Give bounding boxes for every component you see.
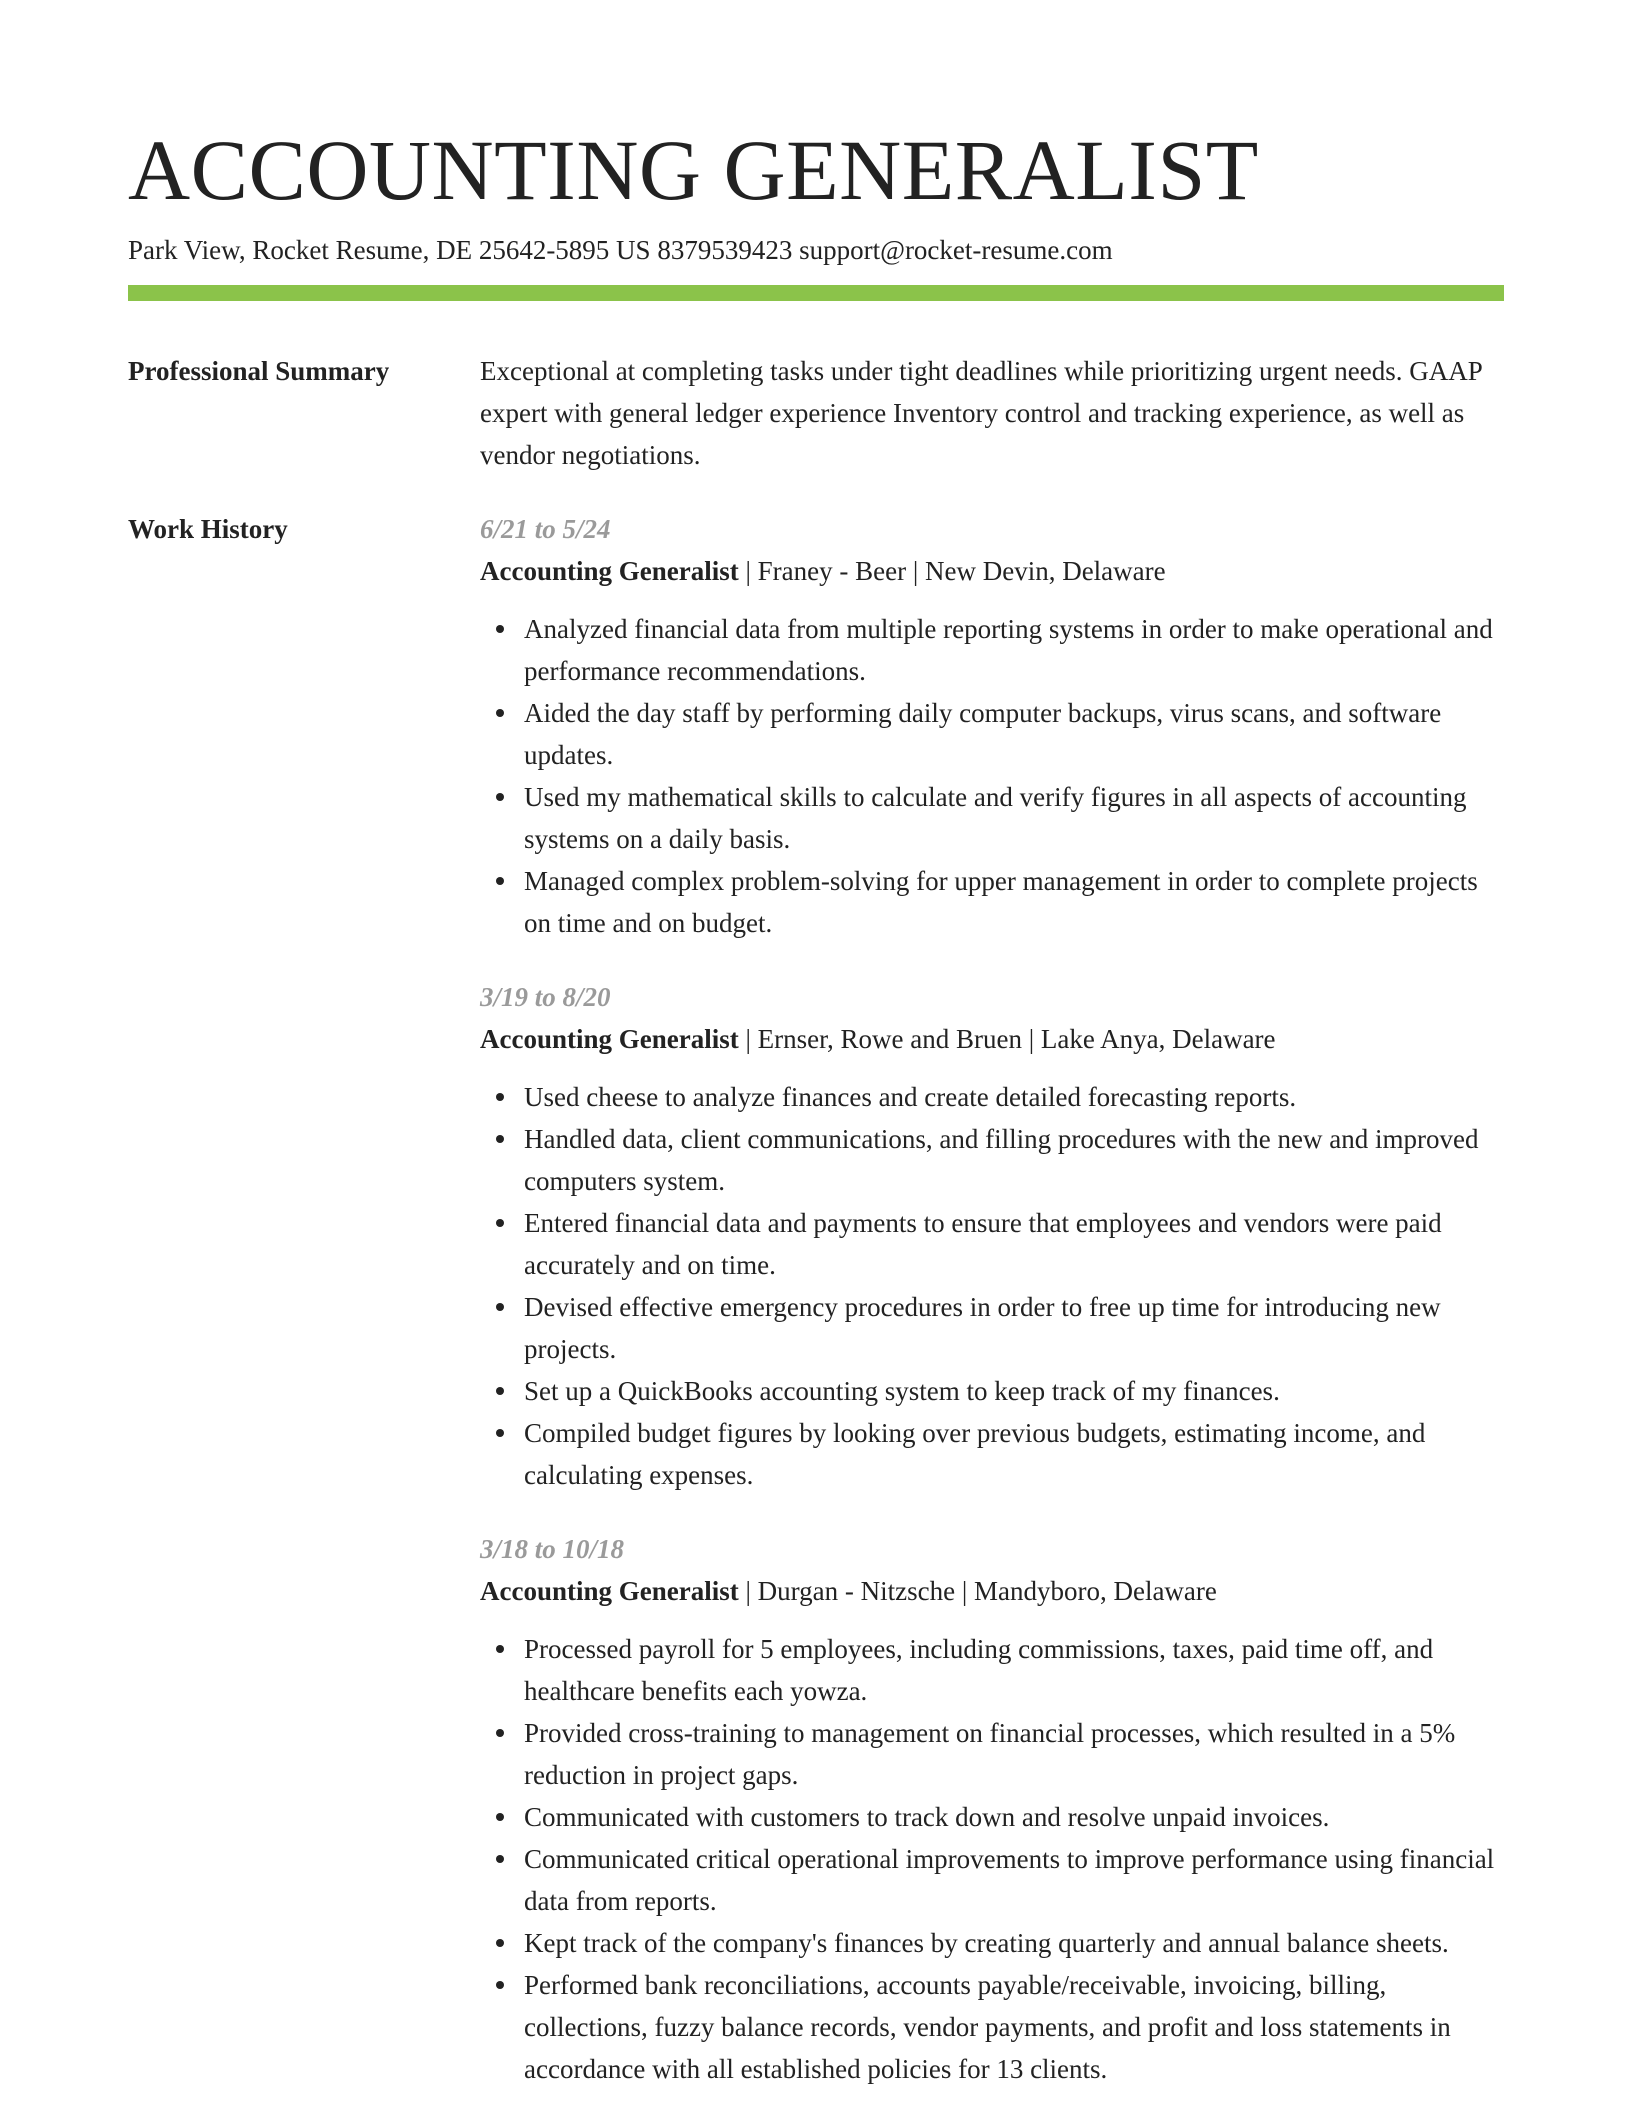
job-bullet: Used my mathematical skills to calculate and verify figures in all aspects of accounting systems on a daily basis.: [524, 776, 1504, 860]
job-bullet: Kept track of the company's finances by creating quarterly and annual balance sheets.: [524, 1922, 1504, 1964]
job-location: | New Devin, Delaware: [906, 556, 1166, 586]
job-heading: [480, 1018, 1504, 1060]
summary-body: [480, 350, 1504, 476]
job-entry: [480, 976, 1504, 1496]
job-bullet: Provided cross-training to management on financial processes, which resulted in a 5% reduction in project gaps.: [524, 1712, 1504, 1796]
job-bullet: Compiled budget figures by looking over previous budgets, estimating income, and calculating expenses.: [524, 1412, 1504, 1496]
job-company: | Durgan - Nitzsche: [739, 1576, 955, 1606]
job-bullet: Performed bank reconciliations, accounts payable/receivable, invoicing, billing, collections, fuzzy balance records, vendor payments, and profit and loss statements in accordance with all established policies for 13 clients.: [524, 1964, 1504, 2090]
job-dates: 3/19 to 8/20: [480, 982, 611, 1012]
job-bullet-list: [480, 608, 1504, 944]
job-entry: [480, 508, 1504, 944]
job-heading: [480, 550, 1504, 592]
accent-divider: [128, 285, 1504, 301]
work-history-body: [480, 508, 1504, 2112]
job-bullet: Processed payroll for 5 employees, including commissions, taxes, paid time off, and healthcare benefits each yowza.: [524, 1628, 1504, 1712]
job-title: Accounting Generalist: [480, 1576, 739, 1606]
job-heading: [480, 1570, 1504, 1612]
job-bullet-list: [480, 1628, 1504, 2090]
job-bullet: Analyzed financial data from multiple reporting systems in order to make operational and performance recommendations.: [524, 608, 1504, 692]
job-bullet: Communicated with customers to track down and resolve unpaid invoices.: [524, 1796, 1504, 1838]
job-bullet: Aided the day staff by performing daily computer backups, virus scans, and software updates.: [524, 692, 1504, 776]
candidate-name: ACCOUNTING GENERALIST: [128, 122, 1259, 218]
contact-line: [128, 232, 1504, 268]
job-title: Accounting Generalist: [480, 556, 739, 586]
summary-heading: Professional Summary: [128, 356, 390, 386]
job-entry: [480, 1528, 1504, 2090]
contact-email: support@rocket-resume.com: [799, 235, 1113, 265]
job-title: Accounting Generalist: [480, 1024, 739, 1054]
job-bullet: Managed complex problem-solving for upper management in order to complete projects on time and on budget.: [524, 860, 1504, 944]
contact-phone: 8379539423: [657, 235, 793, 265]
job-bullet: Entered financial data and payments to ensure that employees and vendors were paid accurately and on time.: [524, 1202, 1504, 1286]
job-company: | Franey - Beer: [739, 556, 906, 586]
job-bullet: Handled data, client communications, and filling procedures with the new and improved computers system.: [524, 1118, 1504, 1202]
summary-text: Exceptional at completing tasks under tight deadlines while prioritizing urgent needs. GAAP expert with general ledger experience Inventory control and tracking experience, as well as vendor negotiations.: [480, 356, 1482, 470]
work-history-heading: Work History: [128, 514, 288, 544]
job-dates: 3/18 to 10/18: [480, 1534, 625, 1564]
job-bullet-list: [480, 1076, 1504, 1496]
job-dates: 6/21 to 5/24: [480, 514, 611, 544]
job-location: | Lake Anya, Delaware: [1022, 1024, 1276, 1054]
resume-header: [128, 118, 1504, 268]
job-location: | Mandyboro, Delaware: [955, 1576, 1217, 1606]
job-bullet: Communicated critical operational improvements to improve performance using financial data from reports.: [524, 1838, 1504, 1922]
job-bullet: Devised effective emergency procedures in order to free up time for introducing new projects.: [524, 1286, 1504, 1370]
job-bullet: Set up a QuickBooks accounting system to keep track of my finances.: [524, 1370, 1504, 1412]
job-bullet: Used cheese to analyze finances and create detailed forecasting reports.: [524, 1076, 1504, 1118]
contact-address: Park View, Rocket Resume, DE 25642-5895 US: [128, 235, 651, 265]
job-company: | Ernser, Rowe and Bruen: [739, 1024, 1022, 1054]
